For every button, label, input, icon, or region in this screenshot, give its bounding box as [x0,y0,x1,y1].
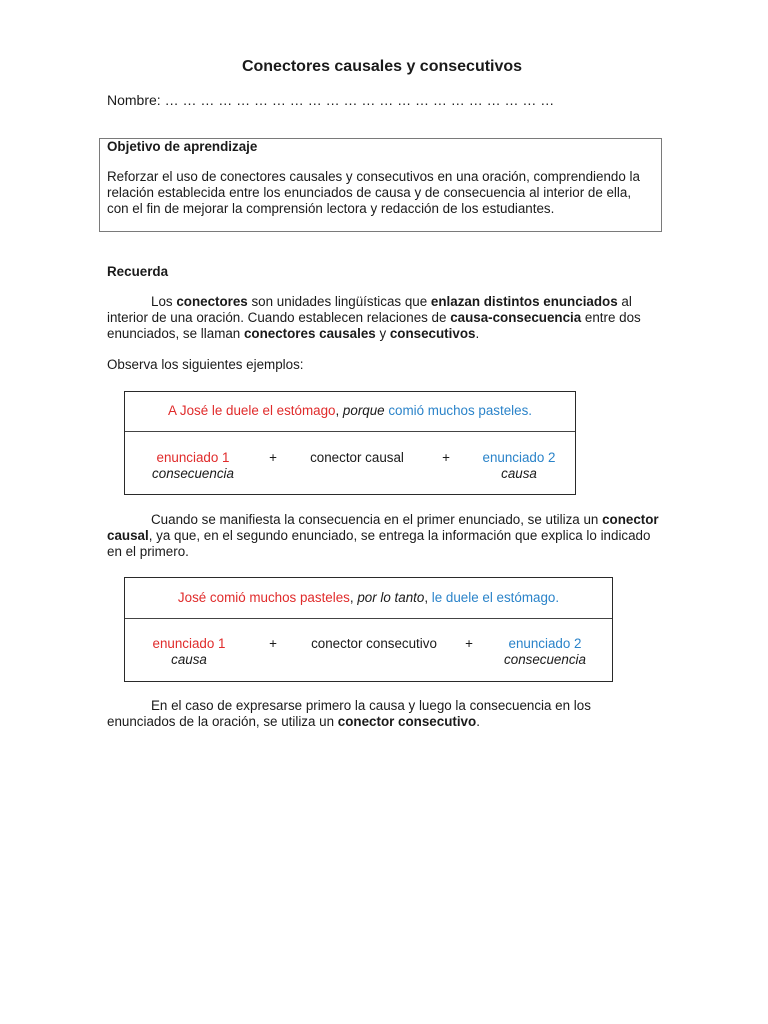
example2-divider [125,618,612,619]
objetivo-box [99,138,662,232]
ex1-col1 [139,450,247,482]
ex2-col3 [493,636,597,668]
p1-text-4: entre dos enunciados, se llaman [107,310,641,341]
causal-explanation-paragraph [107,512,663,560]
p1-bold-4: conectores causales [243,326,376,341]
ex1-col3 [471,450,567,482]
ex1-connector: porque [342,403,385,418]
p1-text-2: son unidades lingüísticas que [247,294,431,309]
consecutivo-explanation-paragraph [107,698,663,730]
p1-text-5: y [375,326,390,341]
p2-text-1: Cuando se manifiesta la consecuencia en el primer enunciado, se utiliza un [151,512,603,527]
p3-bold-1: conector consecutivo [337,714,477,729]
ex2-enunciado1-text: José comió muchos pasteles [177,590,350,605]
p2-text-2: , ya que, en el segundo enunciado, se entrega la información que explica lo indicado en el primero. [107,528,651,559]
ex2-plus2: + [465,636,473,651]
p1-text-3: al interior de una oración. Cuando establecen relaciones de [107,294,632,325]
ex2-plus1: + [269,636,277,651]
example1-sentence [125,403,575,419]
recuerda-heading: Recuerda [107,264,169,279]
ex2-period: . [555,590,560,605]
p1-text-6: . [475,326,480,341]
example-box-causal [124,391,576,495]
ex1-col1-label: enunciado 1 [156,450,230,465]
p1-bold-3: causa-consecuencia [450,310,582,325]
ex2-enunciado2-text: le duele el estómago [431,590,556,605]
p3-text-1: En el caso de expresarse primero la causa y luego la consecuencia en los enunciados de la oración, se utiliza un [107,698,591,729]
ex2-col1-label: enunciado 1 [152,636,226,651]
nombre-line [107,91,554,109]
objetivo-text: Reforzar el uso de conectores causales y consecutivos en una oración, comprendiendo la relación establecida entre los enunciados de causa y de consecuencia al interior de ella, con el fin de mejorar la comprensión lectora y redacción de los estudiantes. [107,169,640,216]
ex1-enunciado1-text: A José le duele el estómago [167,403,336,418]
ex2-col3-sub: consecuencia [504,652,586,667]
objetivo-heading: Objetivo de aprendizaje [107,139,258,154]
ex2-col3-label: enunciado 2 [508,636,582,651]
ex2-comma2: , [424,590,432,605]
ex2-comma: , [349,590,358,605]
ex2-col1-sub: causa [171,652,207,667]
observa-text: Observa los siguientes ejemplos: [107,357,304,372]
ex1-period: . [528,403,533,418]
ex1-plus2: + [442,450,450,465]
ex1-col2-label: conector causal [310,450,404,465]
ex2-col1 [137,636,241,668]
ex2-col2-label: conector consecutivo [311,636,437,651]
ex1-enunciado2-text: comió muchos pasteles [388,403,529,418]
p1-bold-2: enlazan distintos enunciados [430,294,618,309]
p2-bold-1: conector causal [107,512,659,543]
ex1-plus1: + [269,450,277,465]
example-box-consecutivo [124,577,613,682]
conectores-paragraph [107,294,663,342]
p1-bold-5: consecutivos [389,326,476,341]
ex1-col3-sub: causa [501,466,537,481]
nombre-label: Nombre: [107,92,161,108]
example1-divider [125,431,575,432]
example2-sentence [125,590,612,606]
ex1-col3-label: enunciado 2 [482,450,556,465]
p3-text-2: . [476,714,480,729]
p1-bold-1: conectores [176,294,248,309]
ex1-col1-sub: consecuencia [152,466,234,481]
p1-text-1: Los [151,294,177,309]
nombre-dots: … … … … … … … … … … … … … … … … … … … … … … [160,92,555,108]
page-title: Conectores causales y consecutivos [241,58,523,75]
ex1-comma: , [335,403,343,418]
ex2-connector: por lo tanto [357,590,425,605]
